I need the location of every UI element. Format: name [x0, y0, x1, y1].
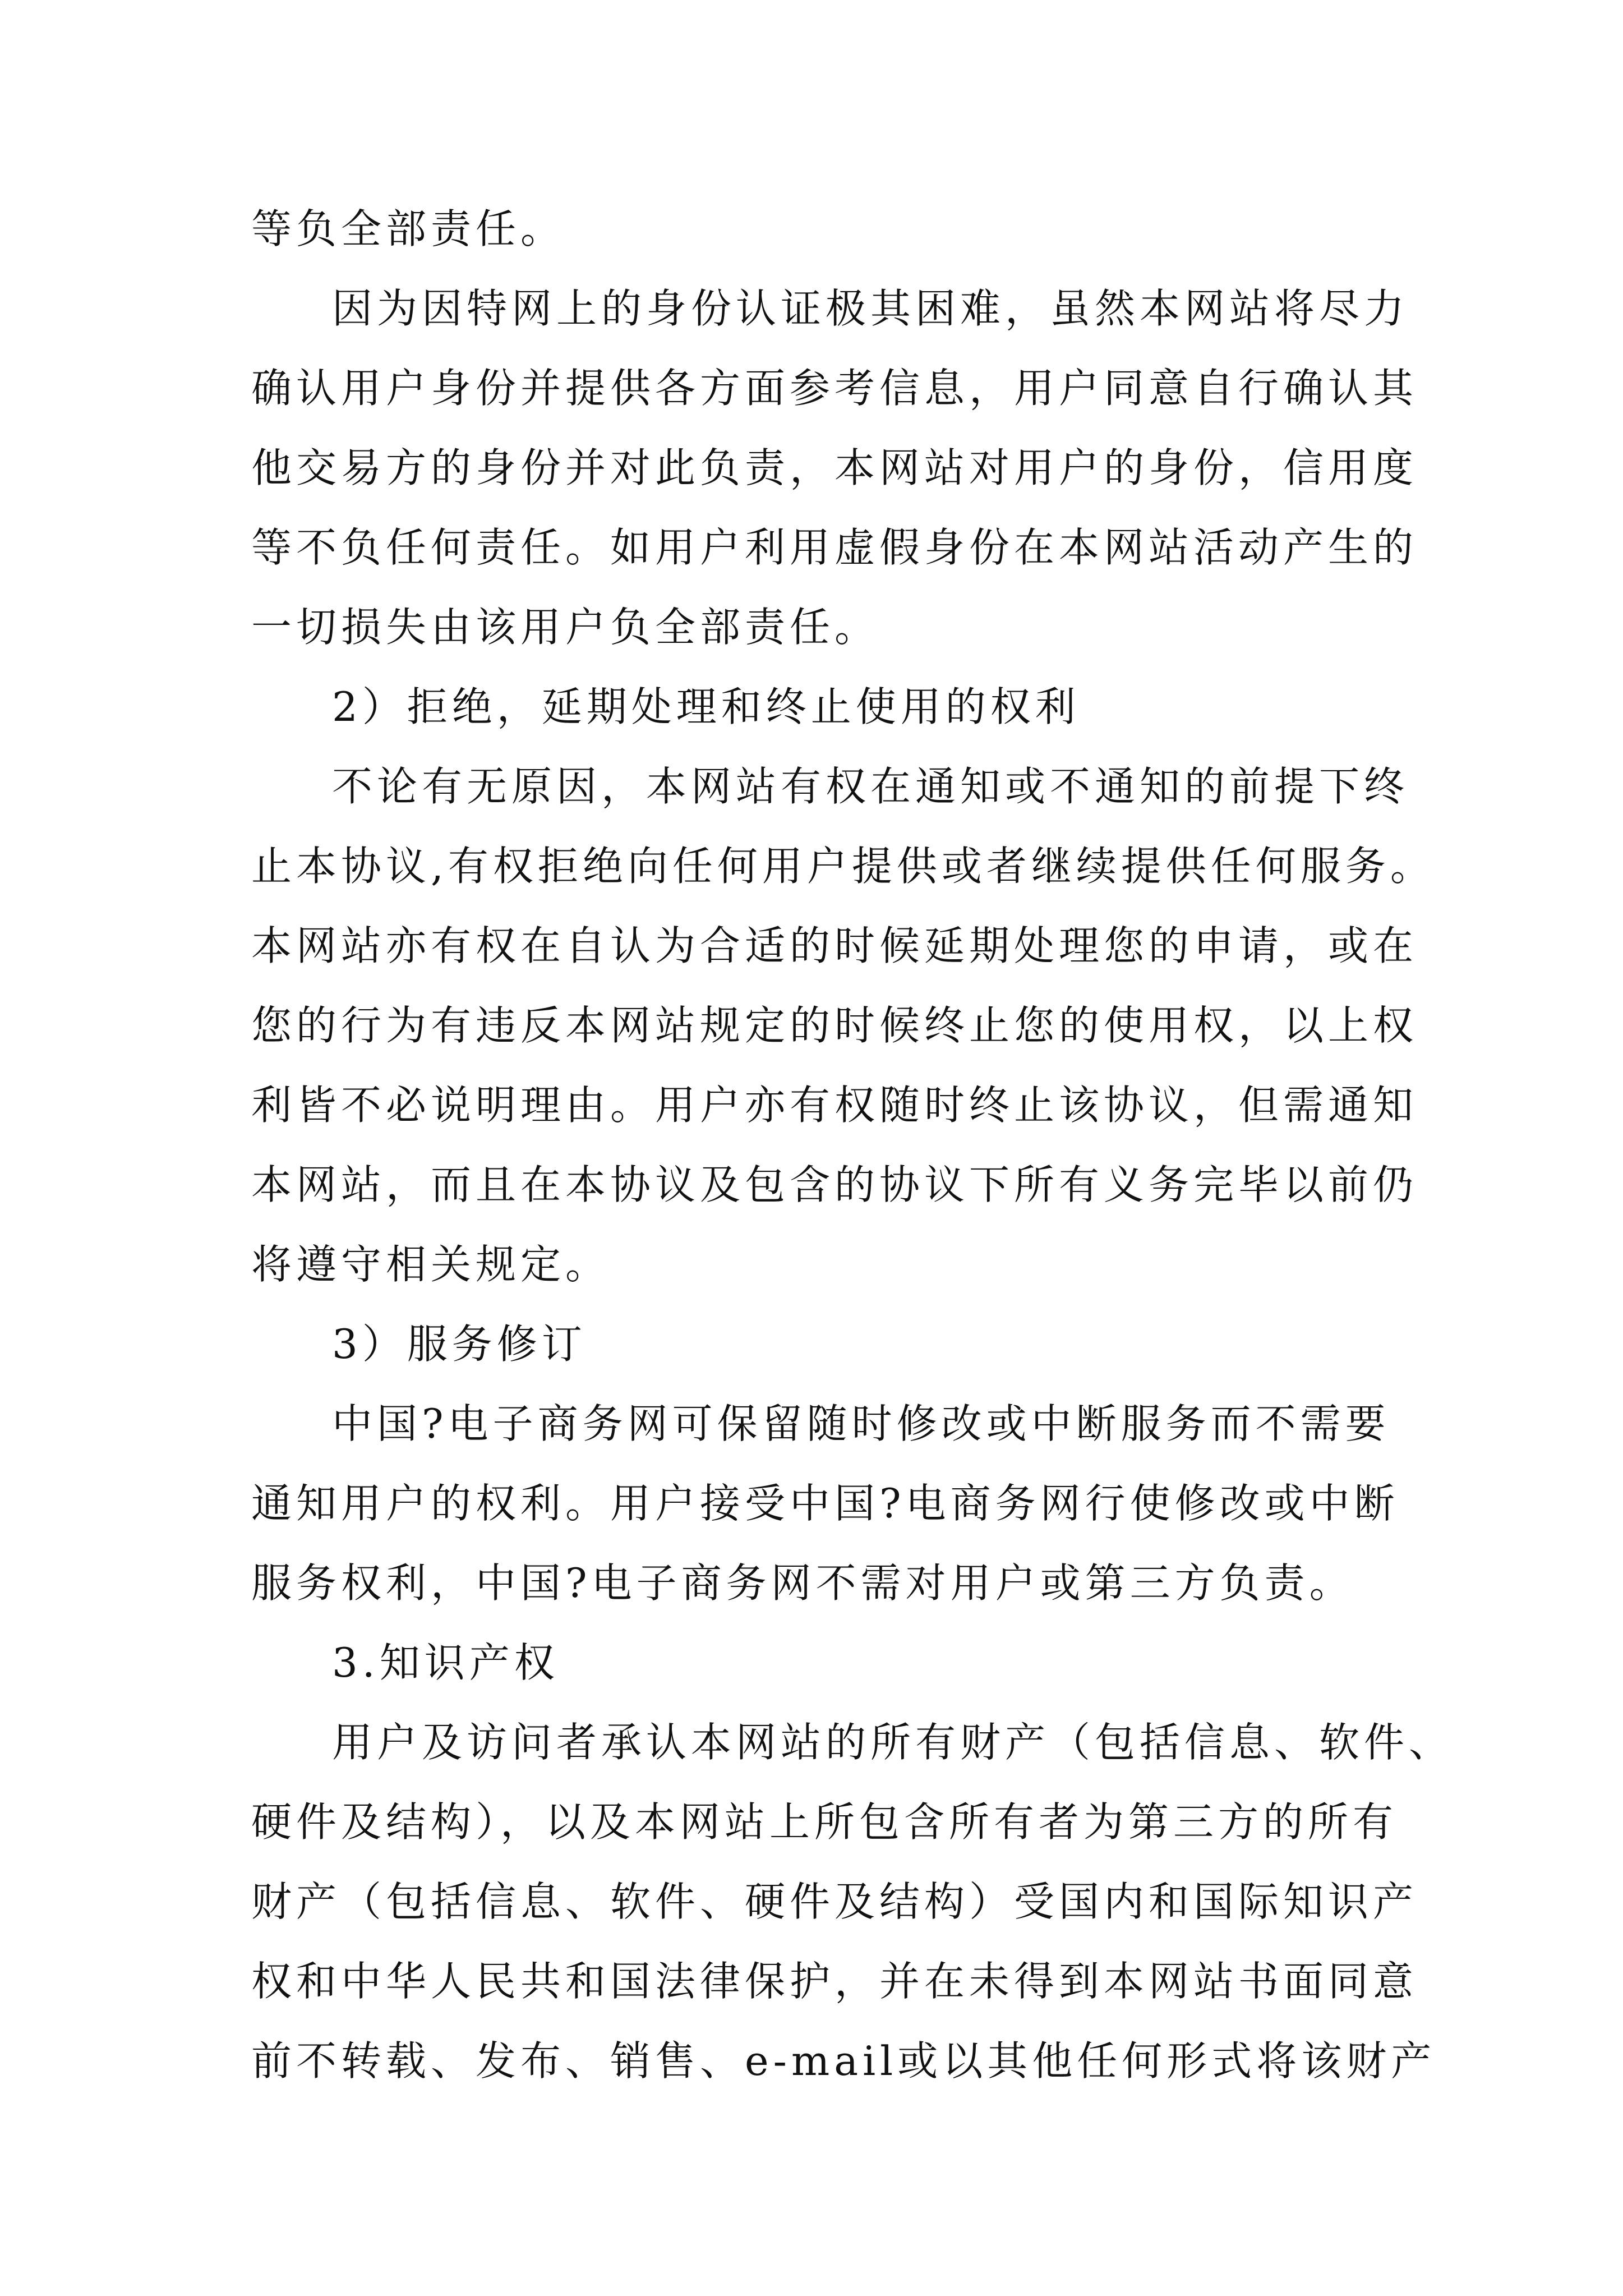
text-line: 不论有无原因，本网站有权在通知或不通知的前提下终	[332, 763, 1409, 810]
text-line: 确认用户身份并提供各方面参考信息，用户同意自行确认其	[251, 365, 1418, 412]
text-line: 服务权利，中国?电子商务网不需对用户或第三方负责。	[251, 1559, 1354, 1607]
text-line: 用户及访问者承认本网站的所有财产（包括信息、软件、	[332, 1719, 1454, 1766]
text-line: 您的行为有违反本网站规定的时候终止您的使用权，以上权	[251, 1002, 1418, 1049]
text-line: 将遵守相关规定。	[251, 1241, 611, 1288]
text-line: 财产（包括信息、软件、硬件及结构）受国内和国际知识产	[251, 1878, 1418, 1925]
text-line: 中国?电子商务网可保留随时修改或中断服务而不需要	[332, 1400, 1390, 1447]
text-line: 因为因特网上的身份认证极其困难，虽然本网站将尽力	[332, 285, 1409, 332]
text-line: 2）拒绝，延期处理和终止使用的权利	[332, 683, 1080, 730]
text-line: 一切损失由该用户负全部责任。	[251, 604, 880, 651]
text-line: 3）服务修订	[332, 1320, 587, 1368]
text-line: 权和中华人民共和国法律保护，并在未得到本网站书面同意	[251, 1958, 1418, 2005]
text-line: 利皆不必说明理由。用户亦有权随时终止该协议，但需通知	[251, 1082, 1418, 1129]
text-line: 止本协议,有权拒绝向任何用户提供或者继续提供任何服务。	[251, 843, 1435, 890]
text-line: 他交易方的身份并对此负责，本网站对用户的身份，信用度	[251, 444, 1418, 491]
text-line: 通知用户的权利。用户接受中国?电商务网行使修改或中断	[251, 1480, 1399, 1527]
text-line: 等不负任何责任。如用户利用虚假身份在本网站活动产生的	[251, 524, 1418, 571]
text-line: 等负全部责任。	[251, 205, 566, 252]
text-line: 本网站，而且在本协议及包含的协议下所有义务完毕以前仍	[251, 1161, 1418, 1208]
text-line: 前不转载、发布、销售、e-mail或以其他任何形式将该财产	[251, 2037, 1436, 2085]
document-body	[251, 201, 1454, 2113]
text-line: 硬件及结构），以及本网站上所包含所有者为第三方的所有	[251, 1798, 1398, 1846]
text-line: 3.知识产权	[332, 1639, 559, 1686]
text-line: 本网站亦有权在自认为合适的时候延期处理您的申请，或在	[251, 922, 1418, 969]
